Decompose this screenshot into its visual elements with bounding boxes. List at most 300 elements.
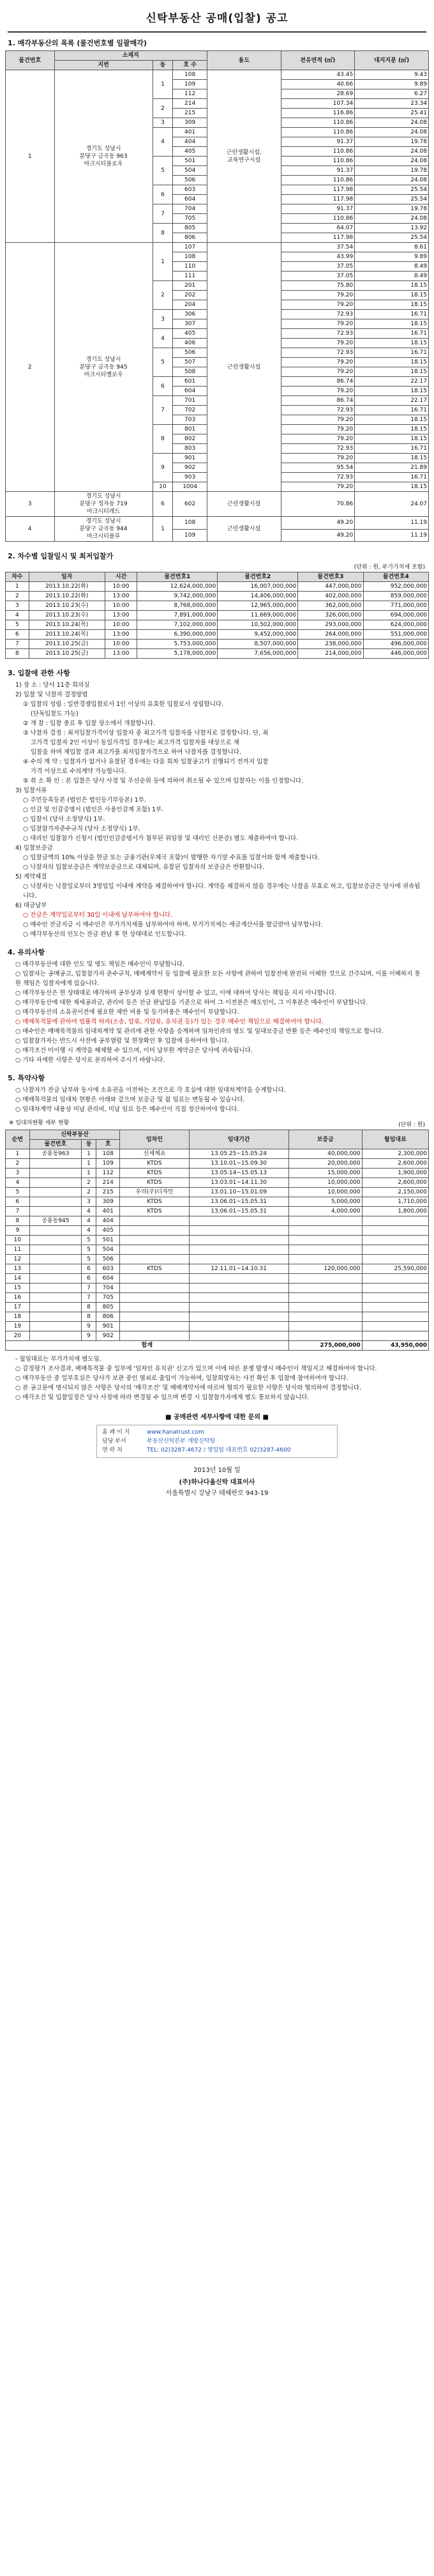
property-exclusive-area: 43.45	[281, 70, 355, 80]
property-land-share: 16.71	[355, 406, 429, 415]
property-land-share: 24.08	[355, 214, 429, 224]
notice-line: 고가격 입찰자 2인 이상이 동일가격일 경우에는 최고가격 입찰자를 대상으로 재	[31, 739, 239, 746]
property-ho: 703	[173, 415, 207, 425]
property-land-share: 21.89	[355, 463, 429, 473]
lease-cell: 1	[82, 1169, 96, 1178]
lease-cell	[120, 1303, 189, 1312]
property-exclusive-area: 79.20	[281, 425, 355, 434]
lease-cell: 603	[96, 1264, 120, 1274]
property-dong: 7	[153, 204, 173, 224]
lease-cell: 13.05.25~15.05.24	[189, 1149, 288, 1159]
col-land-share: 대지지분 (㎡)	[355, 51, 429, 70]
lease-cell: KTDS	[120, 1264, 189, 1274]
notice-line: ○ 기타 자세한 사항은 당사로 문의하여 주시기 바랍니다.	[15, 1057, 165, 1064]
lease-cell	[288, 1274, 362, 1284]
schedule-cell: 7,102,000,000	[137, 620, 218, 630]
col-jibun: 지번	[54, 61, 153, 70]
lease-cell: 19	[6, 1322, 30, 1331]
lease-cell: 18	[6, 1312, 30, 1322]
lease-cell	[288, 1216, 362, 1226]
schedule-row	[6, 620, 429, 630]
lease-row	[6, 1216, 429, 1226]
property-exclusive-area: 91.37	[281, 137, 355, 147]
property-ho: 214	[173, 99, 207, 109]
property-dong: 8	[153, 425, 173, 454]
lease-cell	[120, 1322, 189, 1331]
schedule-col: 물건번호1	[137, 572, 218, 582]
property-exclusive-area: 110.86	[281, 157, 355, 166]
property-land-share: 16.71	[355, 310, 429, 319]
lease-cell	[120, 1312, 189, 1322]
schedule-cell: 13:00	[105, 630, 137, 640]
lease-total-row	[6, 1341, 429, 1351]
bid-schedule-table	[5, 572, 429, 659]
notice-line: ○ 매수인 잔금지급 시 매수인은 부가가치세를 납부하여야 하며, 부가가치세는 세금계산서를 발급받아 납부합니다.	[23, 921, 323, 928]
schedule-cell: 12,624,000,000	[137, 582, 218, 592]
lease-cell	[29, 1293, 81, 1303]
schedule-cell: 14,406,000,000	[218, 592, 298, 601]
property-ho: 802	[173, 434, 207, 444]
contact-label: 담당 부서	[102, 1438, 126, 1445]
lease-cell: 15,000,000	[288, 1169, 362, 1178]
lease-cell: 215	[96, 1188, 120, 1197]
lease-cell: 901	[96, 1322, 120, 1331]
schedule-cell: 214,000,000	[298, 649, 363, 659]
property-dong: 10	[153, 482, 173, 492]
schedule-cell: 7,656,000,000	[218, 649, 298, 659]
lease-cell	[29, 1322, 81, 1331]
property-exclusive-area: 116.86	[281, 109, 355, 118]
lease-cell	[362, 1331, 428, 1341]
property-ho: 805	[173, 224, 207, 233]
contact-value: 부동산신탁본부 개발신탁팀	[147, 1438, 216, 1445]
property-exclusive-area: 91.37	[281, 166, 355, 176]
lease-row	[6, 1264, 429, 1274]
contact-label: 홈 페 이 지	[102, 1429, 130, 1436]
lease-cell	[288, 1293, 362, 1303]
schedule-cell: 8,768,000,000	[137, 601, 218, 611]
property-exclusive-area: 72.93	[281, 348, 355, 358]
property-ho: 506	[173, 176, 207, 185]
lease-row	[6, 1274, 429, 1284]
lease-cell	[288, 1245, 362, 1255]
property-ho: 109	[173, 529, 207, 542]
notice-line: 5) 계약체결	[15, 873, 47, 880]
lease-cell: 8	[82, 1303, 96, 1312]
schedule-row	[6, 640, 429, 649]
lease-cell: 506	[96, 1255, 120, 1264]
property-land-share: 25.54	[355, 233, 429, 243]
lease-cell: 우리(주)디자인	[120, 1188, 189, 1197]
property-land-share: 24.07	[355, 492, 429, 517]
property-dong: 1	[153, 517, 173, 542]
schedule-cell: 5	[6, 620, 29, 630]
property-exclusive-area: 43.99	[281, 252, 355, 262]
contact-row	[102, 1446, 332, 1455]
lease-cell: KTDS	[120, 1178, 189, 1188]
lease-cell: 7	[82, 1293, 96, 1303]
schedule-cell: 10,502,000,000	[218, 620, 298, 630]
lease-cell	[362, 1255, 428, 1264]
notice-line: ① 입찰의 성립 : 일반경쟁입찰로서 1인 이상의 유효한 입찰로서 성립합니다.	[23, 701, 224, 708]
lease-cell: 405	[96, 1226, 120, 1236]
property-land-share: 25.54	[355, 195, 429, 204]
notice-line: 6) 대금납부	[15, 902, 47, 909]
schedule-col: 일자	[29, 572, 105, 582]
lease-cell	[120, 1226, 189, 1236]
notice-line: ○ 입찰자는 공매공고, 입찰참가자 준수규칙, 매매계약서 등 입찰에 필요한 모든 사항에 관하여 입찰전에 완전히 이해한 것으로 간주되며, 이를 이해하지 못한 책임은 입찰자에게 있습니다.	[15, 970, 421, 987]
lease-row	[6, 1188, 429, 1197]
property-land-share: 23.34	[355, 99, 429, 109]
notice-line: ○ 매각조건 미이행 시 계약을 해제할 수 있으며, 이미 납부한 계약금은 당사에 귀속됩니다.	[15, 1047, 253, 1054]
notice-date: 2013년 10월 일	[193, 1467, 241, 1474]
lease-cell	[29, 1197, 81, 1207]
schedule-cell: 2013.10.23(수)	[29, 611, 105, 620]
property-dong: 4	[153, 329, 173, 348]
schedule-cell: 362,000,000	[298, 601, 363, 611]
notice-line: ○ 임대차계약 내용상 미납 관리비, 미납 임료 등은 매수인이 직접 정산하여야 합니다.	[15, 1106, 239, 1113]
col-ho: 호 수	[173, 61, 207, 70]
property-land-share: 18.15	[355, 319, 429, 329]
notice-line: ○ 매각부동산에 대한 제세공과금, 관리비 등은 잔금 완납일을 기준으로 하여 그 이전분은 매도인이, 그 이후분은 매수인이 부담합니다.	[15, 999, 368, 1006]
precautions	[9, 960, 425, 1065]
lease-cell: 13.01.10~15.01.09	[189, 1188, 288, 1197]
property-ho: 601	[173, 377, 207, 387]
property-exclusive-area: 72.93	[281, 310, 355, 319]
schedule-cell: 6	[6, 630, 29, 640]
lease-cell: 1	[6, 1149, 30, 1159]
lease-cell: 501	[96, 1236, 120, 1245]
property-ho: 902	[173, 463, 207, 473]
lease-cell	[189, 1236, 288, 1245]
lease-cell: 1,800,000	[362, 1207, 428, 1216]
property-jibun: 경기도 성남시 분당구 금곡동 945 마크시티옐로우	[54, 243, 153, 492]
schedule-col: 물건번호2	[218, 572, 298, 582]
lease-cell: 13.10.01~15.09.30	[189, 1159, 288, 1169]
property-ho: 107	[173, 243, 207, 252]
notice-line: - 월임대료는 부가가치세 별도임.	[15, 1356, 101, 1363]
col-exclusive-area: 전유면적 (㎡)	[281, 51, 355, 70]
schedule-cell: 2013.10.23(수)	[29, 601, 105, 611]
lease-row	[6, 1245, 429, 1255]
lease-cell: 13.05.14~15.05.13	[189, 1169, 288, 1178]
notice-line: ○ 매각부동산의 인도는 잔금 완납 후 현 상태대로 인도합니다.	[23, 931, 186, 938]
lease-cell: 20	[6, 1331, 30, 1341]
schedule-cell: 264,000,000	[298, 630, 363, 640]
lease-row	[6, 1197, 429, 1207]
property-exclusive-area: 110.86	[281, 214, 355, 224]
lease-cell: 9	[82, 1331, 96, 1341]
lease-cell: 8	[82, 1312, 96, 1322]
property-exclusive-area: 28.69	[281, 89, 355, 99]
property-land-share: 22.17	[355, 396, 429, 406]
lease-cell: 2,300,000	[362, 1149, 428, 1159]
property-dong: 9	[153, 454, 173, 482]
schedule-cell: 1	[6, 582, 29, 592]
lease-cell: 9	[82, 1322, 96, 1331]
schedule-cell: 10:00	[105, 620, 137, 630]
lease-cell: 2,600,000	[362, 1159, 428, 1169]
lease-cell	[29, 1331, 81, 1341]
lease-cell: 6	[82, 1264, 96, 1274]
lease-col-propno: 물건번호	[29, 1140, 81, 1149]
property-land-share: 18.15	[355, 425, 429, 434]
lease-cell: 4	[82, 1207, 96, 1216]
lease-cell	[29, 1236, 81, 1245]
lease-cell: 120,000,000	[288, 1264, 362, 1274]
notice-line: ○ 낙찰자가 잔금 납부와 동시에 소유권을 이전하는 조건으로 각 호실에 대한 임대차계약을 승계합니다.	[15, 1087, 286, 1094]
lease-cell	[362, 1245, 428, 1255]
property-exclusive-area: 110.86	[281, 176, 355, 185]
lease-cell: 5	[82, 1255, 96, 1264]
property-exclusive-area: 117.98	[281, 185, 355, 195]
lease-cell: 신세계쇼	[120, 1149, 189, 1159]
schedule-cell: 7	[6, 640, 29, 649]
lease-row	[6, 1303, 429, 1312]
property-no: 1	[6, 70, 55, 243]
property-exclusive-area: 79.20	[281, 358, 355, 367]
schedule-cell: 9,742,000,000	[137, 592, 218, 601]
lease-row	[6, 1331, 429, 1341]
lease-cell: 6	[6, 1197, 30, 1207]
notice-line: ○ 낙찰자의 입찰보증금은 계약보증금으로 대체되며, 유찰된 입찰자의 보증금은 반환합니다.	[23, 864, 265, 871]
property-land-share: 18.15	[355, 281, 429, 291]
lease-cell: 4,000,000	[288, 1207, 362, 1216]
property-exclusive-area: 117.98	[281, 233, 355, 243]
schedule-row	[6, 611, 429, 620]
property-ho: 202	[173, 291, 207, 300]
lease-unit: (단위 : 원)	[398, 1122, 425, 1128]
lease-cell: 604	[96, 1274, 120, 1284]
lease-cell	[362, 1236, 428, 1245]
notice-line: ○ 매각부동산의 소유권이전에 필요한 제반 비용 및 등기비용은 매수인이 부담합니다.	[15, 1009, 239, 1016]
lease-col-no: 순번	[6, 1130, 30, 1149]
lease-cell: 12	[6, 1255, 30, 1264]
lease-cell: 13.06.01~15.05.31	[189, 1207, 288, 1216]
notice-line: ○ 낙찰자는 낙찰일로부터 3영업일 이내에 계약을 체결하여야 합니다. 계약을 체결하지 않을 경우에는 낙찰을 무효로 하고, 입찰보증금은 당사에 귀속됩니다.	[23, 883, 421, 900]
property-ho: 111	[173, 272, 207, 281]
schedule-cell: 3	[6, 601, 29, 611]
property-land-share: 8.49	[355, 262, 429, 272]
schedule-cell: 2013.10.22(화)	[29, 582, 105, 592]
lease-cell: 6	[82, 1274, 96, 1284]
lease-total-deposit: 275,000,000	[288, 1341, 362, 1351]
property-row	[6, 492, 429, 517]
notice-line: ○ 인감 및 인감증명서 (법인은 사용인감계 포함) 1부.	[23, 806, 164, 813]
property-ho: 404	[173, 137, 207, 147]
property-exclusive-area: 110.86	[281, 118, 355, 128]
property-dong: 3	[153, 310, 173, 329]
property-land-share: 18.15	[355, 387, 429, 396]
schedule-cell: 952,000,000	[363, 582, 428, 592]
notice-line: ○ 감정평가 조사결과, 매매목적물 중 일부에 '임차인 유치권' 신고가 있으며 이에 따른 분쟁 발생시 매수인이 책임지고 해결하여야 합니다.	[15, 1365, 377, 1372]
notice-line: 입찰을 하며 재입찰 결과 최고가를 최저입찰가격으로 하여 낙찰자를 결정합니다.	[31, 749, 242, 756]
lease-cell	[29, 1284, 81, 1293]
lease-cell: 20,000,000	[288, 1159, 362, 1169]
schedule-cell: 7,891,000,000	[137, 611, 218, 620]
section-2-unit: (단위 : 원, 부가가치세 포함)	[354, 564, 425, 571]
property-ho: 108	[173, 517, 207, 530]
notice-line: ○ 입찰금액의 10% 이상을 현금 또는 금융기관(우체국 포함)이 발행한 자기앞 수표를 입찰서와 함께 제출합니다.	[23, 854, 320, 861]
notice-line: ○ 매매목적물의 임대차 현황은 아래와 같으며 보증금 및 월 임료는 변동될 수 있습니다.	[15, 1096, 245, 1103]
property-exclusive-area: 37.05	[281, 262, 355, 272]
lease-cell: 2,150,000	[362, 1188, 428, 1197]
lease-cell	[120, 1236, 189, 1245]
lease-cell	[29, 1264, 81, 1274]
lease-cell	[288, 1236, 362, 1245]
schedule-cell: 551,000,000	[363, 630, 428, 640]
schedule-cell: 10:00	[105, 601, 137, 611]
lease-cell	[29, 1274, 81, 1284]
bid-terms	[9, 680, 425, 939]
lease-cell	[288, 1322, 362, 1331]
property-ho: 705	[173, 214, 207, 224]
property-jibun: 경기도 성남시 분당구 정자동 719 마크시티레드	[54, 492, 153, 517]
property-land-share: 9.89	[355, 252, 429, 262]
property-land-share: 18.15	[355, 454, 429, 463]
property-ho: 401	[173, 128, 207, 137]
property-exclusive-area: 79.20	[281, 387, 355, 396]
lease-cell: 1	[82, 1149, 96, 1159]
lease-col-rent: 월임대료	[362, 1130, 428, 1149]
property-ho: 903	[173, 473, 207, 482]
lease-cell: 805	[96, 1303, 120, 1312]
lease-cell: 3	[82, 1197, 96, 1207]
property-land-share: 19.78	[355, 166, 429, 176]
notice-line: ○ 본 공고문에 명시되지 않은 사항은 당사의 '매각조건' 및 매매계약서에 따르며 협의가 필요한 사항은 당사와 협의하여 결정합니다.	[15, 1384, 362, 1392]
lease-cell: 40,000,000	[288, 1149, 362, 1159]
schedule-cell: 5,753,000,000	[137, 640, 218, 649]
property-land-share: 18.15	[355, 482, 429, 492]
property-exclusive-area: 72.93	[281, 329, 355, 339]
lease-cell: 4	[82, 1226, 96, 1236]
lease-total-label: 합계	[6, 1341, 289, 1351]
contact-box	[96, 1425, 338, 1458]
property-land-share: 24.08	[355, 128, 429, 137]
property-row	[6, 70, 429, 80]
notice-line: ○ 매각조건 및 입찰일정은 당사 사정에 따라 변경될 수 있으며 변경 시 입찰참가자에게 별도 통보하지 않습니다.	[15, 1394, 310, 1401]
schedule-cell: 293,000,000	[298, 620, 363, 630]
schedule-cell: 447,000,000	[298, 582, 363, 592]
lease-cell: 704	[96, 1284, 120, 1293]
col-location: 소재지	[54, 51, 207, 61]
lease-cell: 11	[6, 1245, 30, 1255]
property-land-share: 13.92	[355, 224, 429, 233]
lease-cell: 5	[82, 1245, 96, 1255]
property-exclusive-area: 95.54	[281, 463, 355, 473]
lease-cell: 10	[6, 1236, 30, 1245]
notice-line: (단독입찰도 가능)	[31, 710, 79, 717]
schedule-cell: 624,000,000	[363, 620, 428, 630]
company-address: 서울특별시 강남구 테헤란로 943-19	[165, 1490, 269, 1497]
section-2-heading: 2. 차수별 입찰일시 및 최저입찰가	[8, 552, 114, 560]
schedule-cell: 2013.10.24(목)	[29, 620, 105, 630]
property-land-share: 19.78	[355, 204, 429, 214]
property-ho: 406	[173, 339, 207, 348]
property-ho: 405	[173, 147, 207, 157]
lease-row	[6, 1293, 429, 1303]
lease-cell: 902	[96, 1331, 120, 1341]
lease-cell: 109	[96, 1159, 120, 1169]
notice-line: 3) 입찰서류	[15, 787, 47, 794]
property-land-share: 22.17	[355, 377, 429, 387]
lease-row	[6, 1207, 429, 1216]
lease-cell	[29, 1255, 81, 1264]
schedule-cell: 2013.10.22(화)	[29, 592, 105, 601]
lease-row	[6, 1226, 429, 1236]
lease-cell	[29, 1188, 81, 1197]
property-exclusive-area: 117.98	[281, 195, 355, 204]
schedule-col: 차수	[6, 572, 29, 582]
property-ho: 405	[173, 329, 207, 339]
lease-cell	[189, 1226, 288, 1236]
property-exclusive-area: 49.20	[281, 517, 355, 530]
lease-cell: 공용동963	[29, 1149, 81, 1159]
lease-cell: 806	[96, 1312, 120, 1322]
property-ho: 215	[173, 109, 207, 118]
notice-line: ○ 매각부동산에 대한 인도 및 명도 책임은 매수인이 부담합니다.	[15, 961, 184, 968]
property-exclusive-area: 49.20	[281, 529, 355, 542]
special-terms	[9, 1085, 425, 1114]
property-ho: 604	[173, 195, 207, 204]
lease-cell	[288, 1312, 362, 1322]
property-ho: 602	[173, 492, 207, 517]
lease-cell	[288, 1255, 362, 1264]
property-ho: 201	[173, 281, 207, 291]
property-exclusive-area: 79.20	[281, 300, 355, 310]
lease-cell: 3	[6, 1169, 30, 1178]
lease-row	[6, 1178, 429, 1188]
property-land-share: 16.71	[355, 444, 429, 454]
lease-cell	[29, 1178, 81, 1188]
lease-cell: 25,590,000	[362, 1264, 428, 1274]
property-exclusive-area: 91.37	[281, 204, 355, 214]
property-exclusive-area: 110.86	[281, 147, 355, 157]
title-divider	[8, 31, 426, 33]
property-ho: 1004	[173, 482, 207, 492]
col-no: 물건번호	[6, 51, 55, 70]
property-dong: 1	[153, 70, 173, 99]
contact-row	[102, 1437, 332, 1446]
contact-value: TEL: 02)3287-4672 / 영업팀 대표번호 02)3287-4600	[147, 1447, 291, 1453]
lease-subheading: ※ 임대차현황 세부 현황	[9, 1120, 70, 1126]
schedule-row	[6, 582, 429, 592]
property-ho: 803	[173, 444, 207, 454]
property-list-table	[5, 50, 429, 542]
property-ho: 307	[173, 319, 207, 329]
lease-cell	[29, 1159, 81, 1169]
schedule-cell: 2013.10.25(금)	[29, 640, 105, 649]
schedule-cell: 326,000,000	[298, 611, 363, 620]
property-exclusive-area: 37.05	[281, 272, 355, 281]
schedule-cell: 859,000,000	[363, 592, 428, 601]
property-land-share: 24.08	[355, 176, 429, 185]
property-dong: 8	[153, 224, 173, 243]
lease-cell: 12.11.01~14.10.31	[189, 1264, 288, 1274]
schedule-cell: 446,000,000	[363, 649, 428, 659]
schedule-cell: 8,507,000,000	[218, 640, 298, 649]
notice-line: 가격 이상으로 수의계약 가능합니다.	[31, 768, 126, 775]
property-dong: 5	[153, 157, 173, 185]
property-ho: 701	[173, 396, 207, 406]
lease-cell	[189, 1245, 288, 1255]
lease-cell	[362, 1284, 428, 1293]
property-exclusive-area: 79.20	[281, 434, 355, 444]
lease-cell: 401	[96, 1207, 120, 1216]
property-ho: 507	[173, 358, 207, 367]
lease-cell: 13.03.01~14.11.30	[189, 1178, 288, 1188]
lease-cell: 17	[6, 1303, 30, 1312]
